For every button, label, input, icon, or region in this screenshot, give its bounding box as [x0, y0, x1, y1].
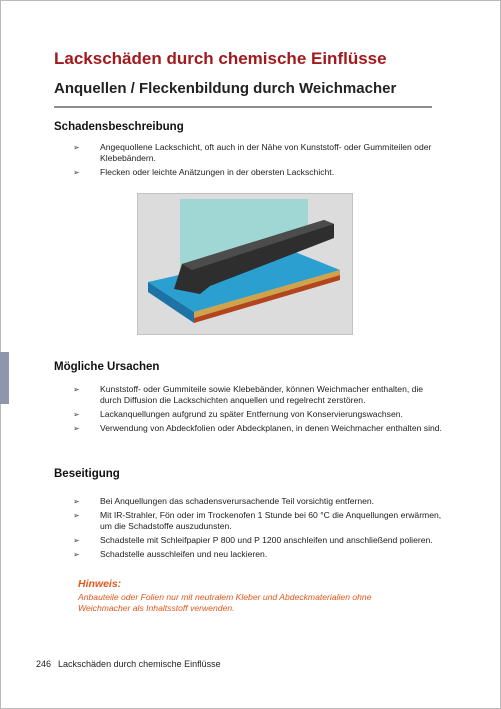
- hint-text: Anbauteile oder Folien nur mit neutralem Kleber und Abdeckmaterialien ohne Weichmacher als Inhaltsstoff verwenden.: [78, 592, 372, 613]
- list-item: ➢ Schadstelle mit Schleifpapier P 800 und P 1200 anschleifen und anschließend polieren.: [73, 535, 433, 545]
- arrow-bullet-icon: ➢: [73, 497, 80, 506]
- list-item: ➢ Flecken oder leichte Anätzungen in der obersten Lackschicht.: [73, 167, 335, 177]
- list-item: ➢ Schadstelle ausschleifen und neu lackieren.: [73, 549, 268, 559]
- arrow-bullet-icon: ➢: [73, 410, 80, 419]
- list-item: ➢ Angequollene Lackschicht, oft auch in der Nähe von Kunststoff- oder Gummiteilen oder Klebebändern.: [73, 142, 432, 163]
- list-item: ➢ Mit IR-Strahler, Fön oder im Trockenofen 1 Stunde bei 60 °C die Anquellungen erwärmen, um die Schadstoffe auszudunsten.: [73, 510, 442, 531]
- page-subtitle: Anquellen / Fleckenbildung durch Weichmacher: [54, 80, 397, 97]
- arrow-bullet-icon: ➢: [73, 385, 80, 394]
- page-number: 246: [36, 659, 52, 669]
- arrow-bullet-icon: ➢: [73, 424, 80, 433]
- section-heading-causes: Mögliche Ursachen: [54, 361, 160, 373]
- arrow-bullet-icon: ➢: [73, 168, 80, 177]
- arrow-bullet-icon: ➢: [73, 536, 80, 545]
- hint-heading: Hinweis:: [78, 578, 122, 590]
- running-title: Lackschäden durch chemische Einflüsse: [58, 659, 221, 669]
- sealing-strip-illustration: [137, 193, 353, 335]
- section-heading-remedy: Beseitigung: [54, 468, 120, 480]
- section-heading-description: Schadensbeschreibung: [54, 121, 184, 133]
- page-title: Lackschäden durch chemische Einflüsse: [54, 49, 387, 68]
- list-item: ➢ Lackanquellungen aufgrund zu später Entfernung von Konservierungswachsen.: [73, 409, 403, 419]
- remedy-list: [73, 496, 443, 563]
- chapter-tab: [0, 352, 9, 404]
- arrow-bullet-icon: ➢: [73, 550, 80, 559]
- description-list: [73, 142, 443, 181]
- paint-damage-diagram: [138, 194, 352, 334]
- list-item: ➢ Bei Anquellungen das schadensverursachende Teil vorsichtig entfernen.: [73, 496, 375, 506]
- heading-divider: [54, 106, 432, 108]
- list-item: ➢ Verwendung von Abdeckfolien oder Abdeckplanen, in denen Weichmacher enthalten sind.: [73, 423, 442, 433]
- arrow-bullet-icon: ➢: [73, 143, 80, 152]
- arrow-bullet-icon: ➢: [73, 511, 80, 520]
- causes-list: [73, 384, 443, 437]
- list-item: ➢ Kunststoff- oder Gummiteile sowie Klebebänder, können Weichmacher enthalten, die durch Diffusion die Lackschichten anquellen und regelrecht zerstören.: [73, 384, 424, 405]
- page-footer: [36, 659, 221, 669]
